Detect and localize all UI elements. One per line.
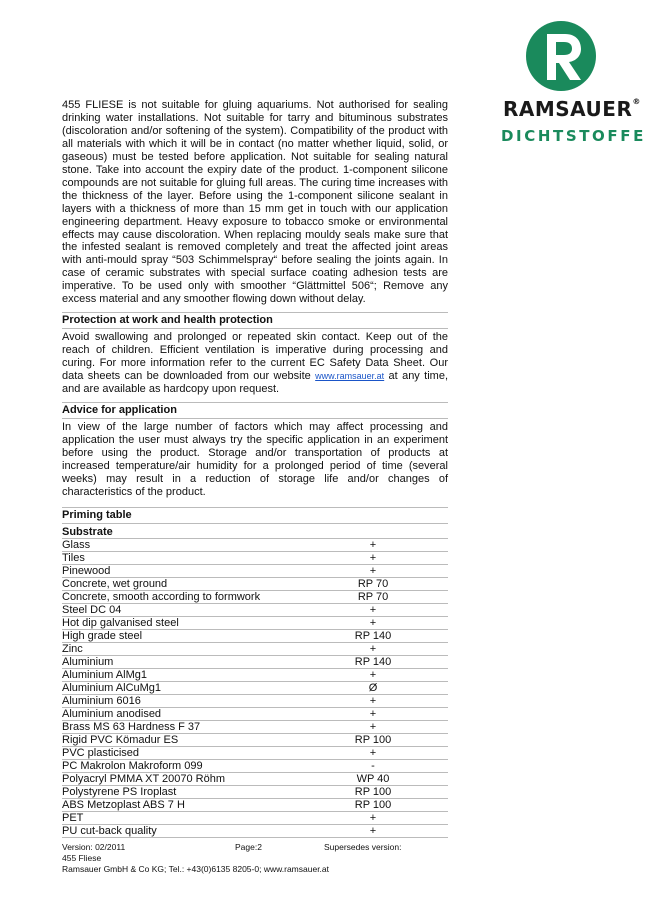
primer-cell: +: [298, 538, 448, 551]
table-row: [62, 694, 448, 707]
primer-cell: Ø: [298, 681, 448, 694]
substrate-cell: Polystyrene PS Iroplast: [62, 785, 298, 798]
table-row: [62, 551, 448, 564]
substrate-cell: PVC plasticised: [62, 746, 298, 759]
protection-paragraph: Avoid swallowing and prolonged or repeated skin contact. Keep out of the reach of children. Efficient ventilation is imperative during processing and curing. For more information refer to the current EC Safety Data Sheet. Our data sheets can be downloaded from our website www.ramsauer.at at any time, and are available as hardcopy upon request.: [62, 331, 448, 396]
substrate-cell: Concrete, wet ground: [62, 577, 298, 590]
table-row: [62, 798, 448, 811]
primer-cell: +: [298, 642, 448, 655]
priming-heading: Priming table: [62, 507, 448, 524]
primer-cell: +: [298, 746, 448, 759]
table-row: [62, 785, 448, 798]
primer-cell: RP 70: [298, 577, 448, 590]
primer-cell: RP 70: [298, 590, 448, 603]
table-row: [62, 811, 448, 824]
table-row: [62, 603, 448, 616]
brand-subtitle: DICHTSTOFFE: [501, 127, 646, 145]
substrate-cell: Hot dip galvanised steel: [62, 616, 298, 629]
table-row: [62, 746, 448, 759]
primer-cell: +: [298, 603, 448, 616]
substrate-cell: PC Makrolon Makroform 099: [62, 759, 298, 772]
primer-cell: RP 140: [298, 629, 448, 642]
table-row: [62, 655, 448, 668]
advice-paragraph: In view of the large number of factors which may affect processing and application the user must always try the specific application in an experiment before using the product. Storage and/or transportation of products at increased temperature/air humidity for a prolonged period of time (several weeks) may result in a reduction of storage life and/or changes of characteristics of the product.: [62, 421, 448, 498]
footer-company: Ramsauer GmbH & Co KG; Tel.: +43(0)6135 8205-0; www.ramsauer.at: [62, 864, 330, 874]
substrate-cell: Polyacryl PMMA XT 20070 Röhm: [62, 772, 298, 785]
table-row: [62, 590, 448, 603]
table-row: [62, 668, 448, 681]
table-row: [62, 733, 448, 746]
primer-cell: RP 100: [298, 785, 448, 798]
substrate-cell: Aluminium: [62, 655, 298, 668]
substrate-cell: Concrete, smooth according to formwork: [62, 590, 298, 603]
primer-cell: +: [298, 824, 448, 837]
footer-page: Page:2: [235, 842, 262, 852]
primer-cell: +: [298, 720, 448, 733]
table-row: [62, 642, 448, 655]
primer-cell: WP 40: [298, 772, 448, 785]
substrate-cell: Aluminium 6016: [62, 694, 298, 707]
substrate-cell: Steel DC 04: [62, 603, 298, 616]
primer-cell: +: [298, 564, 448, 577]
primer-cell: +: [298, 551, 448, 564]
substrate-cell: Aluminium AlMg1: [62, 668, 298, 681]
table-row: [62, 681, 448, 694]
brand-name: RAMSAUER®: [503, 97, 641, 121]
primer-cell: +: [298, 668, 448, 681]
substrate-cell: ABS Metzoplast ABS 7 H: [62, 798, 298, 811]
page-footer: [62, 842, 448, 875]
protection-heading: Protection at work and health protection: [62, 312, 448, 329]
table-row: [62, 538, 448, 551]
substrate-cell: High grade steel: [62, 629, 298, 642]
document-body: [62, 99, 448, 838]
primer-cell: +: [298, 707, 448, 720]
substrate-column-header: Substrate: [62, 526, 298, 539]
advice-heading: Advice for application: [62, 402, 448, 419]
table-row: [62, 720, 448, 733]
table-row: [62, 564, 448, 577]
table-row: [62, 772, 448, 785]
priming-table: [62, 526, 448, 838]
website-link[interactable]: www.ramsauer.at: [315, 371, 385, 382]
table-row: [62, 824, 448, 837]
substrate-cell: Aluminium AlCuMg1: [62, 681, 298, 694]
substrate-cell: Aluminium anodised: [62, 707, 298, 720]
footer-version: Version: 02/2011: [62, 842, 126, 852]
substrate-cell: Glass: [62, 538, 298, 551]
footer-supersedes: Supersedes version:: [324, 842, 402, 852]
substrate-cell: Pinewood: [62, 564, 298, 577]
table-row: [62, 629, 448, 642]
substrate-cell: Rigid PVC Kömadur ES: [62, 733, 298, 746]
table-row: [62, 707, 448, 720]
substrate-cell: Tiles: [62, 551, 298, 564]
substrate-cell: PU cut-back quality: [62, 824, 298, 837]
substrate-cell: Brass MS 63 Hardness F 37: [62, 720, 298, 733]
intro-paragraph: 455 FLIESE is not suitable for gluing aquariums. Not authorised for sealing drinking water installations. Not suitable for tarry and bituminous substrates (discoloration and/or softening of the system). Compatibility of the product with all materials with which it will be in contact (no matter whether liquid, solid, or gaseous) must be tested before application. Not suitable for sealing natural stone. Take into account the expiry date of the product. 1-component silicone compounds are not suitable for gluing full areas. The curing time increases with the thickness of the layer. Before using the 1-component silicone sealant in layers with a thickness of more than 15 mm get in touch with our application engineering department. Heavy exposure to tobacco smoke or environmental effects may cause discoloration. When replacing mouldy seals make sure that the infested sealant is removed completely and treat the affected joint areas with anti-mould spray “503 Schimmelspray“ before sealing the joints again. In case of ceramic substrates with special surface coating adhesion tests are imperative. To be used only with smoother “Glättmittel 506“; Remove any excess material and any smoother flowing down without delay.: [62, 99, 448, 306]
footer-product: 455 Fliese: [62, 853, 102, 863]
substrate-cell: PET: [62, 811, 298, 824]
table-header-row: [62, 526, 448, 539]
table-row: [62, 616, 448, 629]
primer-cell: +: [298, 616, 448, 629]
primer-cell: RP 100: [298, 733, 448, 746]
primer-cell: RP 140: [298, 655, 448, 668]
primer-cell: +: [298, 694, 448, 707]
table-row: [62, 759, 448, 772]
primer-cell: +: [298, 811, 448, 824]
ramsauer-r-logo-icon: [525, 20, 597, 92]
substrate-cell: Zinc: [62, 642, 298, 655]
table-row: [62, 577, 448, 590]
primer-cell: -: [298, 759, 448, 772]
primer-cell: RP 100: [298, 798, 448, 811]
